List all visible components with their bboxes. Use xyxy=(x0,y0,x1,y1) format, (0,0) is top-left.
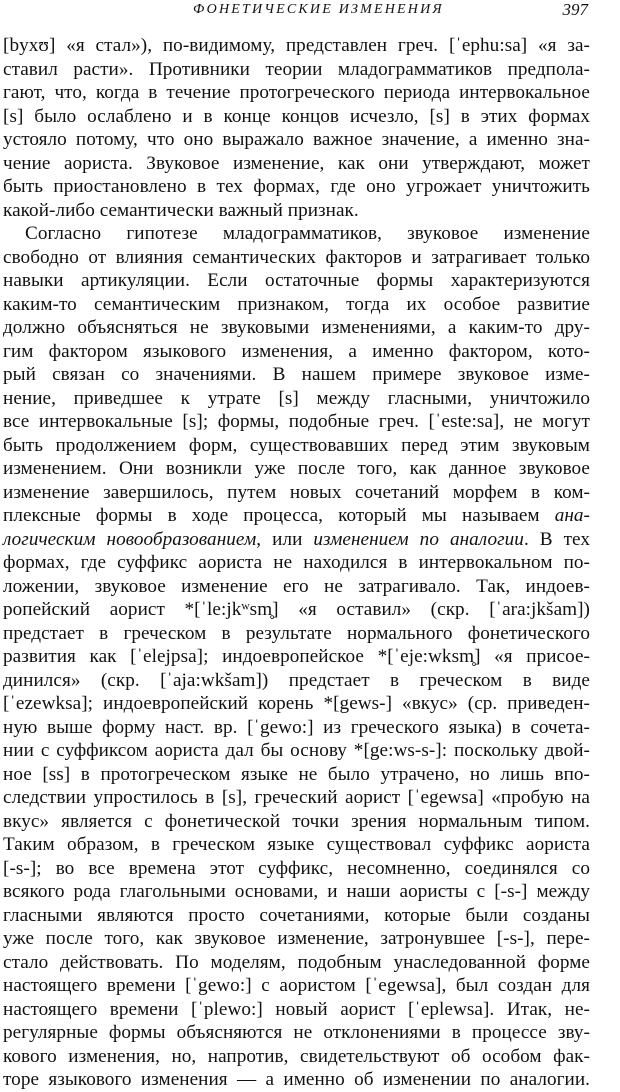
text-line: каким-то семантическим признаком, тогда их особое развитие xyxy=(3,293,590,315)
text-line: [-s-]; во все времена этот суффикс, несомненно, соединялся со xyxy=(3,857,590,879)
text-line: ное [ss] в протогреческом языке не было утрачено, но лишь впо- xyxy=(3,763,590,785)
text-line: формах, где суффикс аориста не находился в интервокальном по- xyxy=(3,552,590,573)
text-line: какой-либо семантически важный признак. xyxy=(3,199,359,221)
page-number: 397 xyxy=(562,0,588,19)
text-line: ную выше форму наст. вр. [ˈgewo:] из греческого языка) в сочета- xyxy=(3,716,590,738)
text-line: Согласно гипотезе младограмматиков, звуковое изменение xyxy=(25,223,590,244)
text-line: изменение завершилось, путем новых сочетаний морфем в ком- xyxy=(3,481,590,503)
text-line: развития как [ˈelejpsa]; индоевропейское *[ˈeje:wksm̥] «я присое- xyxy=(3,646,590,667)
text-line: нение, приведшее к утрате [s] между гласными, уничтожило xyxy=(3,387,590,409)
text-line: [byxʊ] «я стал»), по-видимому, представлен греч. [ˈephu:sa] «я за- xyxy=(3,35,590,56)
paragraph-1 xyxy=(3,34,590,222)
text-line: предстает в греческом в результате нормального фонетического xyxy=(3,622,590,644)
text-line: должно объясняться не звуковыми изменениями, а каким-то дру- xyxy=(3,317,590,338)
text-line: динился» (скр. [ˈaja:wkšam]) предстает в греческом в виде xyxy=(3,669,590,691)
body-text xyxy=(3,34,590,1092)
text-line: нии с суффиксом аориста дал бы основу *[ge:ws-s-]: поскольку двой- xyxy=(3,740,590,761)
text-line: Таким образом, в греческом языке существовал суффикс аориста xyxy=(3,834,590,855)
text-line: ставил расти». Противники теории младограмматиков предпола- xyxy=(3,58,590,80)
text-line: вкус» является с фонетической точки зрения нормальным типом. xyxy=(3,810,590,832)
text-line: [s] было ослаблено и в конце концов исчезло, [s] в этих формах xyxy=(3,105,590,127)
text-line: ложении, звуковое изменение его не затрагивало. Так, индоев- xyxy=(3,575,590,597)
text-segment: . В тех xyxy=(523,528,591,550)
running-head xyxy=(3,0,590,34)
text-line: все интервокальные [s]; формы, подобные греч. [ˈeste:sa], не могут xyxy=(3,411,590,432)
text-segment: плексные формы в ходе процесса, который мы называем xyxy=(3,505,555,526)
text-line: [ˈezewksa]; индоевропейский корень *[gews-] «вкус» (ср. приведен- xyxy=(3,693,590,714)
text-line: свободно от влияния семантических факторов и затрагивает только xyxy=(3,246,590,268)
text-line: настоящего времени [ˈplewo:] новый аорист [ˈeplewsa]. Итак, не- xyxy=(3,998,590,1020)
paragraph-2 xyxy=(3,222,590,1092)
text-line xyxy=(3,504,590,528)
text-line: стало действовать. По моделям, подобным унаследованной форме xyxy=(3,951,590,973)
text-line: ропейский аорист *[ˈle:jkʷsm̥] «я оставил» (скр. [ˈara:jkšam]) xyxy=(3,599,590,620)
text-line: быть приостановлено в тех формах, где оно угрожает уничтожить xyxy=(3,176,590,197)
text-line: устояло потому, что оно выражало важное значение, а именно зна- xyxy=(3,129,590,150)
text-line: всякого рода глагольными основами, и наши аористы с [-s-] между xyxy=(3,881,590,902)
text-line: регулярные формы объясняются не отклонениями в процессе зву- xyxy=(3,1022,590,1043)
text-line: следствии упростилось в [s], греческий аорист [ˈegewsa] «пробую на xyxy=(3,787,590,808)
text-line xyxy=(3,528,590,552)
text-line: гласными являются просто сочетаниями, которые были созданы xyxy=(3,904,590,926)
text-line: уже после того, как звуковое изменение, затронувшее [-s-], пере- xyxy=(3,928,590,949)
text-line: изменением. Они возникли уже после того, как данное звуковое xyxy=(3,458,590,479)
text-line: чение аориста. Звуковое изменение, как они утверждают, может xyxy=(3,152,590,174)
text-line: рый связан со значениями. В нашем примере звуковое изме- xyxy=(3,364,590,385)
text-line: быть продолжением форм, существовавших перед этим звуковым xyxy=(3,434,590,456)
text-line: навыки артикуляции. Если остаточные формы характеризуются xyxy=(3,270,590,291)
text-line: настоящего времени [ˈgewo:] с аористом [ˈegewsa], был создан для xyxy=(3,975,590,996)
italic-term: логическим новообразованием xyxy=(3,528,257,550)
text-line: кового изменения, но, напротив, свидетельствуют об особом фак- xyxy=(3,1045,590,1067)
text-line: гим фактором языкового изменения, а именно фактором, кото- xyxy=(3,340,590,362)
text-line: гают, что, когда в течение протогреческого периода интервокальное xyxy=(3,82,590,103)
running-head-title: ФОНЕТИЧЕСКИЕ ИЗМЕНЕНИЯ xyxy=(193,2,444,17)
italic-term: изменением по аналогии xyxy=(313,528,524,550)
text-segment: , или xyxy=(256,528,314,550)
italic-term: ана- xyxy=(554,505,590,526)
text-line: торе языкового изменения — а именно об изменении по аналогии. xyxy=(3,1069,590,1090)
